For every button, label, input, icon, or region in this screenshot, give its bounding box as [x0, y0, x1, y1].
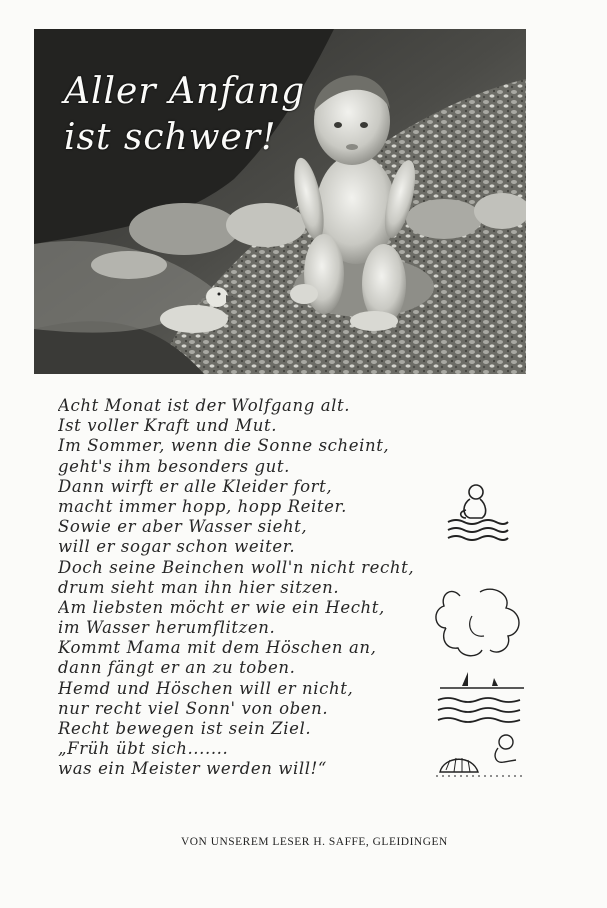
photo-title-line: ist schwer! — [64, 117, 277, 158]
poem — [58, 396, 458, 780]
poem-line: Acht Monat ist der Wolfgang alt. — [58, 396, 351, 415]
poem-line: nur recht viel Sonn' von oben. — [58, 698, 329, 718]
poem-line: Am liebsten möcht er wie ein Hecht, — [58, 597, 385, 617]
poem-line: was ein Meister werden will!“ — [58, 759, 327, 779]
poem-line: Dann wirft er alle Kleider fort, — [58, 476, 333, 496]
poem-line: Hemd und Höschen will er nicht, — [58, 678, 354, 698]
poem-line: im Wasser herumflitzen. — [58, 618, 276, 638]
poem-line: Doch seine Beinchen woll'n nicht recht, — [58, 557, 415, 577]
baby-in-water-sketch — [440, 482, 510, 552]
poem-line: dann fängt er an zu toben. — [58, 658, 296, 678]
photo-title — [64, 69, 305, 161]
poem-line: „Früh übt sich....... — [58, 739, 229, 759]
poem-line: Im Sommer, wenn die Sonne scheint, — [58, 436, 390, 456]
beach-scene-sketch — [432, 586, 527, 790]
poem-line: will er sogar schon weiter. — [58, 537, 296, 557]
baby-photo — [34, 29, 526, 374]
poem-line: geht's ihm besonders gut. — [58, 456, 290, 476]
poem-line: drum sieht man ihn hier sitzen. — [58, 577, 340, 597]
poem-line: Recht bewegen ist sein Ziel. — [58, 719, 312, 738]
poem-line: Ist voller Kraft und Mut. — [58, 416, 278, 436]
reader-credit: VON UNSEREM LESER H. SAFFE, GLEIDINGEN — [181, 836, 448, 848]
poem-line: Kommt Mama mit dem Höschen an, — [58, 638, 377, 658]
poem-line: macht immer hopp, hopp Reiter. — [58, 496, 347, 516]
poem-line: Sowie er aber Wasser sieht, — [58, 517, 308, 537]
photo-title-line: Aller Anfang — [64, 71, 306, 112]
